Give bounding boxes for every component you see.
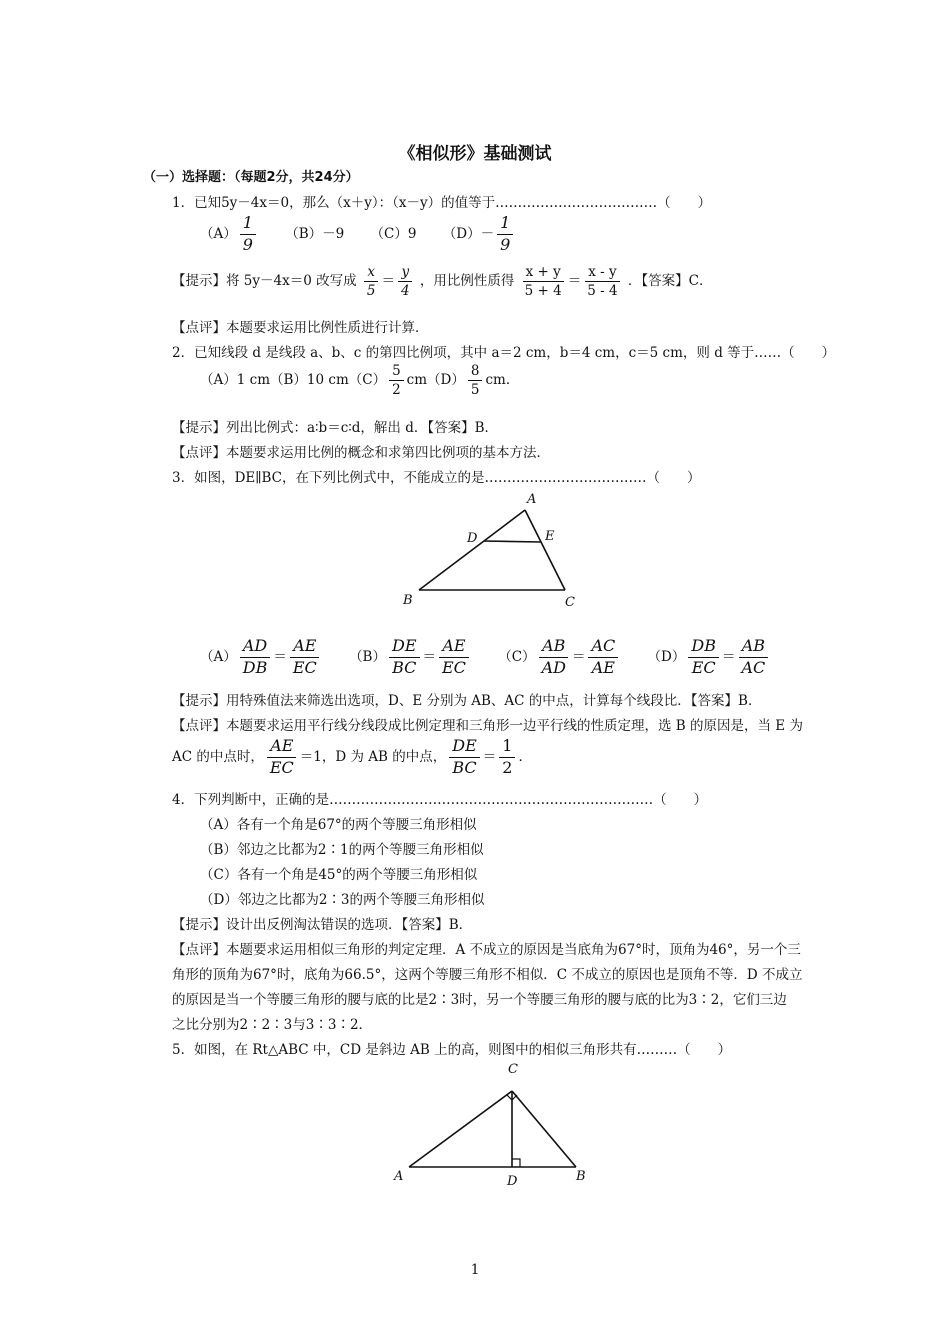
segment-de — [484, 541, 541, 542]
q4-comment-line4: 之比分别为2∶2∶3与3∶3∶2． — [172, 1017, 373, 1033]
q3-opt-a: （A） $\frac{AD}{DB}$ ＝ $\frac{AE}{EC}$ — [200, 638, 323, 677]
label-c: C — [565, 595, 575, 610]
label-a: A — [394, 1169, 404, 1184]
q5-stem: 5．如图，在 Rt△ABC 中，CD 是斜边 AB 上的高，则图中的相似三角形共有………（ ） — [172, 1042, 732, 1058]
q1-options — [200, 215, 538, 254]
q4-comment-line3: 的原因是当一个等腰三角形的腰与底的比是2∶3时，另一个等腰三角形的腰与底的比为3∶2，它们三边 — [172, 992, 787, 1008]
q1-opt-a-fraction: $\frac{1}{9}$ — [240, 215, 256, 254]
q1-opt-d-fraction: $\frac{1}{9}$ — [497, 215, 513, 254]
q3-opt-d: （D） $\frac{DB}{EC}$ ＝ $\frac{AB}{AC}$ — [648, 638, 772, 677]
right-angle-mark-d — [512, 1159, 520, 1167]
q5-right-triangle-figure — [390, 1058, 600, 1193]
page-number: 1 — [470, 1262, 480, 1278]
q3-comment-line1: 【点评】本题要求运用平行线分线段成比例定理和三角形一边平行线的性质定理，选 B 的原因是，当 E 为 — [172, 718, 803, 734]
label-e: E — [545, 529, 555, 544]
q1-stem: 1．已知5y－4x＝0，那么（x＋y）：（x－y）的值等于………………………………（ ） — [172, 195, 712, 211]
side-ac — [409, 1091, 512, 1167]
q4-stem: 4．下列判断中，正确的是………………………………………………………………（ ） — [172, 792, 708, 808]
side-ab — [419, 510, 525, 590]
q1-opt-a-label: （A） — [200, 225, 237, 242]
q1-opt-b: （B）－9 — [285, 225, 345, 242]
q2-stem: 2．已知线段 d 是线段 a、b、c 的第四比例项，其中 a＝2 cm，b＝4 cm，c＝5 cm，则 d 等于……（ ） — [172, 345, 836, 361]
q4-option-b: （B）邻边之比都为2∶1的两个等腰三角形相似 — [200, 842, 484, 858]
label-b: B — [576, 1169, 586, 1184]
side-ac — [525, 510, 565, 590]
q4-hint: 【提示】设计出反例淘汰错误的选项．【答案】B． — [172, 917, 473, 933]
q3-hint: 【提示】用特殊值法来筛选出选项，D、E 分别为 AB、AC 的中点，计算每个线段比．【答案】B． — [172, 693, 762, 709]
q2-options: （A）1 cm（B）10 cm（C） $\frac{5}{2}$ cm（D） $\frac{8}{5}$ cm． — [200, 363, 520, 399]
q1-opt-d-label: （D）－ — [442, 225, 495, 242]
section-heading: （一）选择题：（每题2分，共24分） — [143, 170, 359, 185]
q3-triangle-figure — [395, 488, 595, 613]
label-b: B — [403, 593, 413, 608]
label-d: D — [507, 1174, 518, 1189]
q3-comment-line2: AC 的中点时， $\frac{AE}{EC}$ ＝1，D 为 AB 的中点， $\frac{DE}{BC}$ ＝ $\frac{1}{2}$ ． — [172, 736, 532, 777]
label-c: C — [508, 1062, 518, 1077]
label-d: D — [467, 531, 478, 546]
label-a: A — [527, 492, 537, 507]
q3-opt-c: （C） $\frac{AB}{AD}$ ＝ $\frac{AC}{AE}$ — [498, 638, 621, 677]
q4-option-a: （A）各有一个角是67°的两个等腰三角形相似 — [200, 817, 477, 833]
q1-hint: 【提示】将 5y－4x＝0 改写成 $\frac{x}{5}$ ＝ $\frac{y}{4}$ ，用比例性质得 $\frac{x + y}{5 + 4}$ ＝ $\frac{x - y}{5 - 4}$ ．【答案】C． — [172, 264, 713, 300]
q4-comment-line1: 【点评】本题要求运用相似三角形的判定定理．A 不成立的原因是当底角为67°时，顶角为46°，另一个三 — [172, 942, 801, 958]
q3-opt-b: （B） $\frac{DE}{BC}$ ＝ $\frac{AE}{EC}$ — [349, 638, 472, 677]
q3-stem: 3．如图，DE∥BC，在下列比例式中，不能成立的是………………………………（ ） — [172, 470, 701, 486]
page-title: 《相似形》基础测试 — [398, 144, 552, 164]
q1-comment: 【点评】本题要求运用比例性质进行计算． — [172, 320, 429, 336]
q3-options — [200, 638, 793, 677]
q2-comment: 【点评】本题要求运用比例的概念和求第四比例项的基本方法． — [172, 445, 550, 461]
q4-option-c: （C）各有一个角是45°的两个等腰三角形相似 — [200, 867, 478, 883]
q2-hint: 【提示】列出比例式：a∶b＝c∶d，解出 d．【答案】B． — [172, 420, 499, 436]
side-bc — [512, 1091, 576, 1167]
q1-opt-c: （C）9 — [370, 225, 417, 242]
q4-comment-line2: 角形的顶角为67°时，底角为66.5°，这两个等腰三角形不相似．C 不成立的原因也是顶角不等．D 不成立 — [172, 967, 803, 983]
q4-option-d: （D）邻边之比都为2∶3的两个等腰三角形相似 — [200, 892, 485, 908]
